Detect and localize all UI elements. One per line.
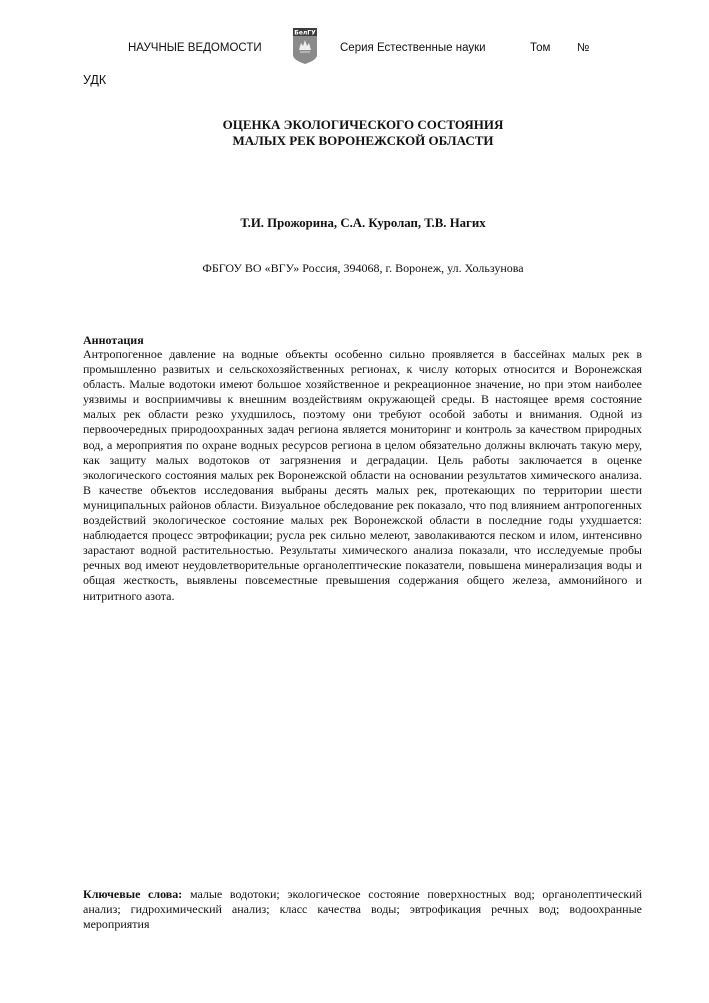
- journal-series: Серия Естественные науки: [340, 42, 486, 54]
- issue-number-label: №: [577, 42, 590, 54]
- keywords: [83, 887, 642, 933]
- keywords-text: малые водотоки; экологическое состояние поверхностных вод; органолептический анализ; гидрохимический анализ; класс качества воды; эвтрофикация речных вод; водоохранные мероприятия: [83, 887, 643, 932]
- title-line-2: МАЛЫХ РЕК ВОРОНЕЖСКОЙ ОБЛАСТИ: [232, 133, 494, 148]
- article-title: [83, 117, 643, 149]
- abstract-heading: Аннотация: [83, 333, 144, 347]
- udk-label: УДК: [83, 73, 107, 87]
- keywords-label: Ключевые слова:: [83, 887, 183, 901]
- authors: Т.И. Прожорина, С.А. Куролап, Т.В. Нагих: [240, 216, 486, 230]
- university-logo: [292, 27, 318, 65]
- volume-label: Том: [530, 42, 551, 54]
- logo-text: БелГУ: [294, 29, 316, 37]
- abstract-text: Антропогенное давление на водные объекты особенно сильно проявляется в бассейнах малых рек в промышленно развитых и сельскохозяйственных регионах, к числу которых относится и Воронежская область. Малые водотоки имеют большое хозяйственное и рекреационное значение, но при этом наиболее уязвимы и восприимчивы к внешним воздействиям окружающей среды. В настоящее время состояние малых рек области резко ухудшилось, поэтому они требуют особой заботы и внимания. Одной из первоочередных природоохранных задач региона является мониторинг и контроль за качеством природных вод, а мероприятия по охране водных ресурсов региона в целом обязательно должны включать такую меру, как защиту малых водотоков от загрязнения и деградации. Цель работы заключается в оценке экологического состояния малых рек Воронежской области на основании результатов химического анализа. В качестве объектов исследования выбраны десять малых рек, протекающих по территории шести муниципальных районов области. Визуальное обследование рек показало, что под влиянием антропогенных воздействий экологическое состояние малых рек Воронежской области в последние годы ухудшается: наблюдается процесс эвтрофикации; русла рек сильно мелеют, заволакиваются песком и илом, интенсивно зарастают водной растительностью. Результаты химического анализа показали, что исследуемые пробы речных вод имеют неудовлетворительные органолептические показатели, повышена минерализация воды и общая жесткость, выявлены повсеместные превышения содержания общего железа, аммонийного и нитритного азота.: [83, 347, 642, 603]
- affiliation: ФБГОУ ВО «ВГУ» Россия, 394068, г. Воронеж, ул. Хользунова: [202, 261, 524, 275]
- journal-name: НАУЧНЫЕ ВЕДОМОСТИ: [128, 42, 262, 54]
- title-line-1: ОЦЕНКА ЭКОЛОГИЧЕСКОГО СОСТОЯНИЯ: [222, 117, 504, 132]
